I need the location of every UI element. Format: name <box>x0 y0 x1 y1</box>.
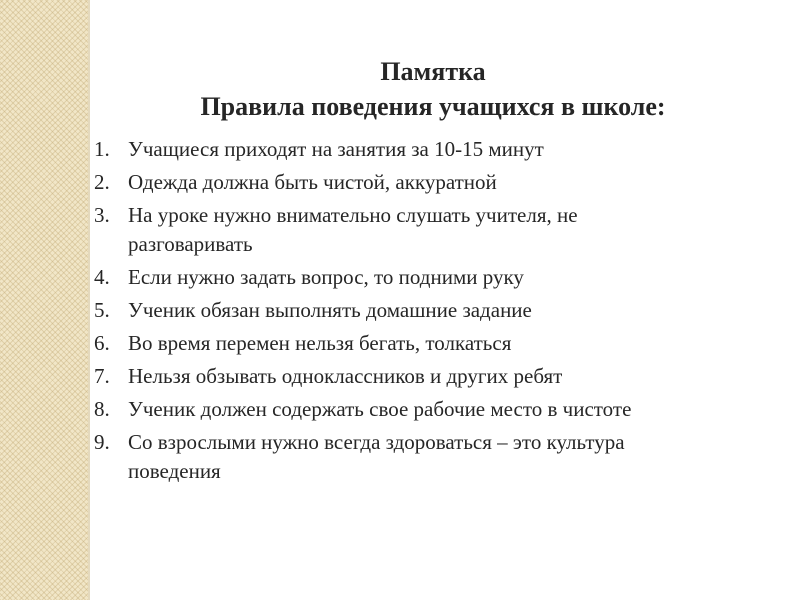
rule-text: Со взрослыми нужно всегда здороваться – это культура поведения <box>128 430 625 483</box>
rule-item <box>88 263 698 292</box>
rule-item <box>88 329 698 358</box>
rule-text: Во время перемен нельзя бегать, толкаться <box>128 331 512 355</box>
decorative-side-strip <box>0 0 88 600</box>
rule-item <box>88 168 698 197</box>
slide-content <box>88 0 800 600</box>
memo-subtitle: Правила поведения учащихся в школе: <box>200 92 666 121</box>
rule-item <box>88 296 698 325</box>
rule-number: 8. <box>94 397 110 421</box>
rule-text: На уроке нужно внимательно слушать учителя, не разговаривать <box>128 203 578 256</box>
rule-text: Учащиеся приходят на занятия за 10-15 минут <box>128 137 544 161</box>
rule-number: 3. <box>94 203 110 227</box>
rule-number: 6. <box>94 331 110 355</box>
rule-text: Ученик обязан выполнять домашние задание <box>128 298 532 322</box>
rule-text: Если нужно задать вопрос, то подними руку <box>128 265 524 289</box>
rule-item <box>88 428 698 486</box>
rule-item <box>88 135 698 164</box>
rule-text: Одежда должна быть чистой, аккуратной <box>128 170 497 194</box>
rule-item <box>88 395 698 424</box>
rule-number: 7. <box>94 364 110 388</box>
rule-item <box>88 362 698 391</box>
rule-number: 2. <box>94 170 110 194</box>
rule-text: Нельзя обзывать одноклассников и других ребят <box>128 364 563 388</box>
rule-item <box>88 201 698 259</box>
rule-text: Ученик должен содержать свое рабочие место в чистоте <box>128 397 632 421</box>
rule-number: 4. <box>94 265 110 289</box>
rule-number: 5. <box>94 298 110 322</box>
memo-title: Памятка <box>380 57 486 86</box>
rules-list <box>88 135 698 490</box>
rule-number: 9. <box>94 430 110 454</box>
rule-number: 1. <box>94 137 110 161</box>
